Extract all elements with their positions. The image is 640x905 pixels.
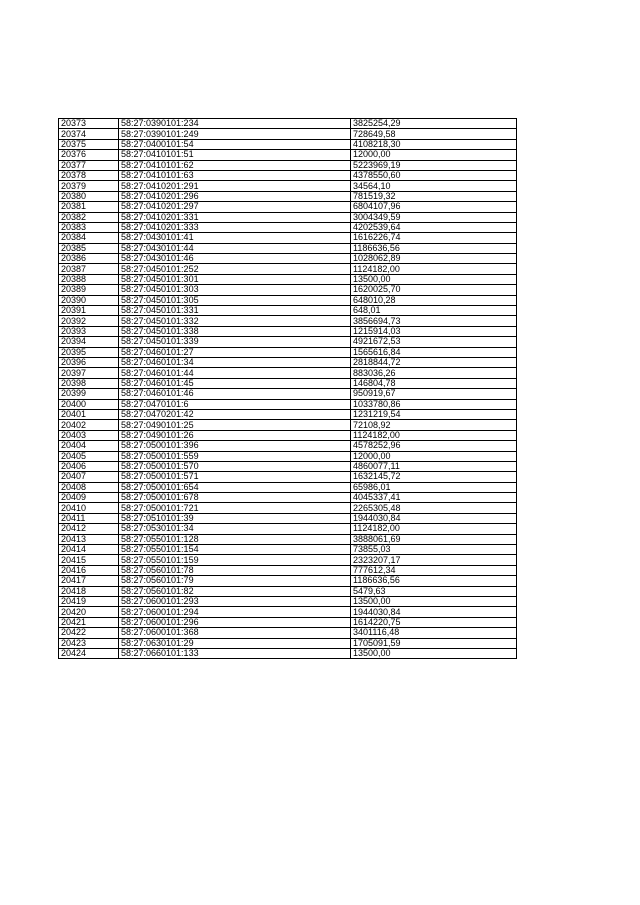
table-row (59, 357, 517, 367)
cadastral-number-cell: 58:27:0410201:297 (119, 202, 351, 212)
value-cell: 72108,92 (351, 420, 517, 430)
cadastral-number-cell: 58:27:0550101:154 (119, 545, 351, 555)
row-number-cell: 20384 (59, 233, 119, 243)
cadastral-number-cell: 58:27:0500101:570 (119, 461, 351, 471)
cadastral-number-cell: 58:27:0600101:294 (119, 607, 351, 617)
row-number-cell: 20377 (59, 160, 119, 170)
cadastral-number-cell: 58:27:0500101:721 (119, 503, 351, 513)
table-row (59, 482, 517, 492)
table-row (59, 347, 517, 357)
table-row (59, 638, 517, 648)
cadastral-number-cell: 58:27:0450101:332 (119, 316, 351, 326)
table-row (59, 596, 517, 606)
value-cell: 781519,32 (351, 191, 517, 201)
cadastral-number-cell: 58:27:0410101:63 (119, 170, 351, 180)
value-cell: 1124182,00 (351, 430, 517, 440)
row-number-cell: 20415 (59, 555, 119, 565)
table-row (59, 409, 517, 419)
row-number-cell: 20408 (59, 482, 119, 492)
table-row (59, 181, 517, 191)
table-row (59, 285, 517, 295)
value-cell: 1186636,56 (351, 243, 517, 253)
row-number-cell: 20379 (59, 181, 119, 191)
table-body (59, 119, 517, 659)
value-cell: 13500,00 (351, 648, 517, 658)
table-row (59, 648, 517, 658)
value-cell: 648,01 (351, 306, 517, 316)
cadastral-number-cell: 58:27:0550101:159 (119, 555, 351, 565)
table-row (59, 264, 517, 274)
table-row (59, 430, 517, 440)
cadastral-number-cell: 58:27:0450101:339 (119, 337, 351, 347)
value-cell: 2265305,48 (351, 503, 517, 513)
row-number-cell: 20381 (59, 202, 119, 212)
cadastral-number-cell: 58:27:0460101:45 (119, 378, 351, 388)
cadastral-number-cell: 58:27:0460101:46 (119, 389, 351, 399)
row-number-cell: 20383 (59, 222, 119, 232)
cadastral-number-cell: 58:27:0450101:331 (119, 306, 351, 316)
cadastral-number-cell: 58:27:0560101:78 (119, 565, 351, 575)
value-cell: 5479,63 (351, 586, 517, 596)
cadastral-number-cell: 58:27:0490101:25 (119, 420, 351, 430)
cadastral-number-cell: 58:27:0450101:252 (119, 264, 351, 274)
value-cell: 13500,00 (351, 596, 517, 606)
cadastral-number-cell: 58:27:0560101:82 (119, 586, 351, 596)
cadastral-number-cell: 58:27:0600101:293 (119, 596, 351, 606)
table-row (59, 254, 517, 264)
row-number-cell: 20391 (59, 306, 119, 316)
row-number-cell: 20414 (59, 545, 119, 555)
cadastral-number-cell: 58:27:0470201:42 (119, 409, 351, 419)
table-row (59, 628, 517, 638)
table-row (59, 160, 517, 170)
row-number-cell: 20390 (59, 295, 119, 305)
table-row (59, 420, 517, 430)
value-cell: 1028062,89 (351, 254, 517, 264)
table-row (59, 607, 517, 617)
cadastral-number-cell: 58:27:0500101:678 (119, 493, 351, 503)
cadastral-number-cell: 58:27:0500101:654 (119, 482, 351, 492)
value-cell: 4860077,11 (351, 461, 517, 471)
cadastral-number-cell: 58:27:0430101:41 (119, 233, 351, 243)
row-number-cell: 20409 (59, 493, 119, 503)
cadastral-number-cell: 58:27:0410201:296 (119, 191, 351, 201)
row-number-cell: 20407 (59, 472, 119, 482)
value-cell: 3401116,48 (351, 628, 517, 638)
table-row (59, 202, 517, 212)
cadastral-number-cell: 58:27:0390101:234 (119, 119, 351, 129)
row-number-cell: 20403 (59, 430, 119, 440)
table-row (59, 524, 517, 534)
value-cell: 648010,28 (351, 295, 517, 305)
table-row (59, 545, 517, 555)
cadastral-number-cell: 58:27:0550101:128 (119, 534, 351, 544)
value-cell: 34564,10 (351, 181, 517, 191)
row-number-cell: 20400 (59, 399, 119, 409)
value-cell: 1033780,86 (351, 399, 517, 409)
row-number-cell: 20413 (59, 534, 119, 544)
row-number-cell: 20378 (59, 170, 119, 180)
row-number-cell: 20398 (59, 378, 119, 388)
cadastral-number-cell: 58:27:0410201:291 (119, 181, 351, 191)
table-row (59, 316, 517, 326)
value-cell: 1616226,74 (351, 233, 517, 243)
table-row (59, 129, 517, 139)
value-cell: 146804,78 (351, 378, 517, 388)
value-cell: 1705091,59 (351, 638, 517, 648)
value-cell: 1565616,84 (351, 347, 517, 357)
table-row (59, 534, 517, 544)
row-number-cell: 20411 (59, 513, 119, 523)
cadastral-number-cell: 58:27:0450101:338 (119, 326, 351, 336)
cadastral-number-cell: 58:27:0410101:51 (119, 150, 351, 160)
cadastral-number-cell: 58:27:0410201:331 (119, 212, 351, 222)
table-row (59, 150, 517, 160)
table-row (59, 368, 517, 378)
value-cell: 883036,26 (351, 368, 517, 378)
table-row (59, 576, 517, 586)
table-row (59, 503, 517, 513)
row-number-cell: 20423 (59, 638, 119, 648)
row-number-cell: 20402 (59, 420, 119, 430)
row-number-cell: 20387 (59, 264, 119, 274)
table-row (59, 555, 517, 565)
row-number-cell: 20395 (59, 347, 119, 357)
cadastral-number-cell: 58:27:0460101:27 (119, 347, 351, 357)
table-row (59, 139, 517, 149)
value-cell: 3825254,29 (351, 119, 517, 129)
row-number-cell: 20405 (59, 451, 119, 461)
value-cell: 950919,67 (351, 389, 517, 399)
row-number-cell: 20392 (59, 316, 119, 326)
row-number-cell: 20420 (59, 607, 119, 617)
cadastral-number-cell: 58:27:0630101:29 (119, 638, 351, 648)
row-number-cell: 20397 (59, 368, 119, 378)
table-row (59, 274, 517, 284)
table-row (59, 513, 517, 523)
value-cell: 4108218,30 (351, 139, 517, 149)
row-number-cell: 20418 (59, 586, 119, 596)
row-number-cell: 20412 (59, 524, 119, 534)
row-number-cell: 20396 (59, 357, 119, 367)
cadastral-number-cell: 58:27:0530101:34 (119, 524, 351, 534)
table-row (59, 337, 517, 347)
table-row (59, 451, 517, 461)
cadastral-number-cell: 58:27:0410101:62 (119, 160, 351, 170)
row-number-cell: 20375 (59, 139, 119, 149)
value-cell: 1632145,72 (351, 472, 517, 482)
row-number-cell: 20376 (59, 150, 119, 160)
row-number-cell: 20380 (59, 191, 119, 201)
table-row (59, 389, 517, 399)
row-number-cell: 20399 (59, 389, 119, 399)
value-cell: 1620025,70 (351, 285, 517, 295)
value-cell: 73855,03 (351, 545, 517, 555)
row-number-cell: 20386 (59, 254, 119, 264)
table-row (59, 472, 517, 482)
value-cell: 4578252,96 (351, 441, 517, 451)
table-row (59, 306, 517, 316)
value-cell: 1614220,75 (351, 617, 517, 627)
value-cell: 5223969,19 (351, 160, 517, 170)
cadastral-number-cell: 58:27:0460101:34 (119, 357, 351, 367)
cadastral-number-cell: 58:27:0500101:396 (119, 441, 351, 451)
value-cell: 777612,34 (351, 565, 517, 575)
cadastral-number-cell: 58:27:0470101:6 (119, 399, 351, 409)
value-cell: 65986,01 (351, 482, 517, 492)
row-number-cell: 20417 (59, 576, 119, 586)
table-row (59, 399, 517, 409)
row-number-cell: 20389 (59, 285, 119, 295)
value-cell: 1186636,56 (351, 576, 517, 586)
value-cell: 1944030,84 (351, 513, 517, 523)
cadastral-number-cell: 58:27:0390101:249 (119, 129, 351, 139)
row-number-cell: 20394 (59, 337, 119, 347)
table-row (59, 243, 517, 253)
value-cell: 1944030,84 (351, 607, 517, 617)
value-cell: 13500,00 (351, 274, 517, 284)
row-number-cell: 20388 (59, 274, 119, 284)
row-number-cell: 20416 (59, 565, 119, 575)
cadastral-number-cell: 58:27:0500101:559 (119, 451, 351, 461)
row-number-cell: 20374 (59, 129, 119, 139)
cadastral-number-cell: 58:27:0450101:305 (119, 295, 351, 305)
table-row (59, 378, 517, 388)
value-cell: 728649,58 (351, 129, 517, 139)
value-cell: 4921672,53 (351, 337, 517, 347)
value-cell: 2323207,17 (351, 555, 517, 565)
row-number-cell: 20424 (59, 648, 119, 658)
cadastral-value-table (58, 118, 517, 659)
row-number-cell: 20419 (59, 596, 119, 606)
table-row (59, 441, 517, 451)
row-number-cell: 20404 (59, 441, 119, 451)
table-row (59, 295, 517, 305)
row-number-cell: 20373 (59, 119, 119, 129)
cadastral-number-cell: 58:27:0600101:296 (119, 617, 351, 627)
value-cell: 3888061,69 (351, 534, 517, 544)
cadastral-number-cell: 58:27:0510101:39 (119, 513, 351, 523)
value-cell: 1124182,00 (351, 264, 517, 274)
value-cell: 1215914,03 (351, 326, 517, 336)
cadastral-number-cell: 58:27:0410201:333 (119, 222, 351, 232)
value-cell: 4378550,60 (351, 170, 517, 180)
value-cell: 4202539,64 (351, 222, 517, 232)
value-cell: 3004349,59 (351, 212, 517, 222)
row-number-cell: 20410 (59, 503, 119, 513)
cadastral-number-cell: 58:27:0450101:301 (119, 274, 351, 284)
cadastral-number-cell: 58:27:0600101:368 (119, 628, 351, 638)
value-cell: 1124182,00 (351, 524, 517, 534)
row-number-cell: 20393 (59, 326, 119, 336)
table-row (59, 461, 517, 471)
cadastral-number-cell: 58:27:0430101:46 (119, 254, 351, 264)
row-number-cell: 20406 (59, 461, 119, 471)
table-row (59, 493, 517, 503)
table-row (59, 191, 517, 201)
cadastral-number-cell: 58:27:0430101:44 (119, 243, 351, 253)
cadastral-number-cell: 58:27:0560101:79 (119, 576, 351, 586)
row-number-cell: 20421 (59, 617, 119, 627)
cadastral-number-cell: 58:27:0460101:44 (119, 368, 351, 378)
table-row (59, 586, 517, 596)
value-cell: 3856694,73 (351, 316, 517, 326)
cadastral-number-cell: 58:27:0660101:133 (119, 648, 351, 658)
table-row (59, 326, 517, 336)
row-number-cell: 20422 (59, 628, 119, 638)
value-cell: 2818844,72 (351, 357, 517, 367)
table-row (59, 565, 517, 575)
table-row (59, 617, 517, 627)
table-row (59, 212, 517, 222)
table-row (59, 119, 517, 129)
cadastral-number-cell: 58:27:0490101:26 (119, 430, 351, 440)
cadastral-number-cell: 58:27:0500101:571 (119, 472, 351, 482)
value-cell: 12000,00 (351, 150, 517, 160)
value-cell: 1231219,54 (351, 409, 517, 419)
table-row (59, 233, 517, 243)
table-row (59, 222, 517, 232)
cadastral-number-cell: 58:27:0400101:54 (119, 139, 351, 149)
value-cell: 12000,00 (351, 451, 517, 461)
value-cell: 6804107,96 (351, 202, 517, 212)
row-number-cell: 20401 (59, 409, 119, 419)
value-cell: 4045337,41 (351, 493, 517, 503)
row-number-cell: 20382 (59, 212, 119, 222)
cadastral-number-cell: 58:27:0450101:303 (119, 285, 351, 295)
table-row (59, 170, 517, 180)
row-number-cell: 20385 (59, 243, 119, 253)
